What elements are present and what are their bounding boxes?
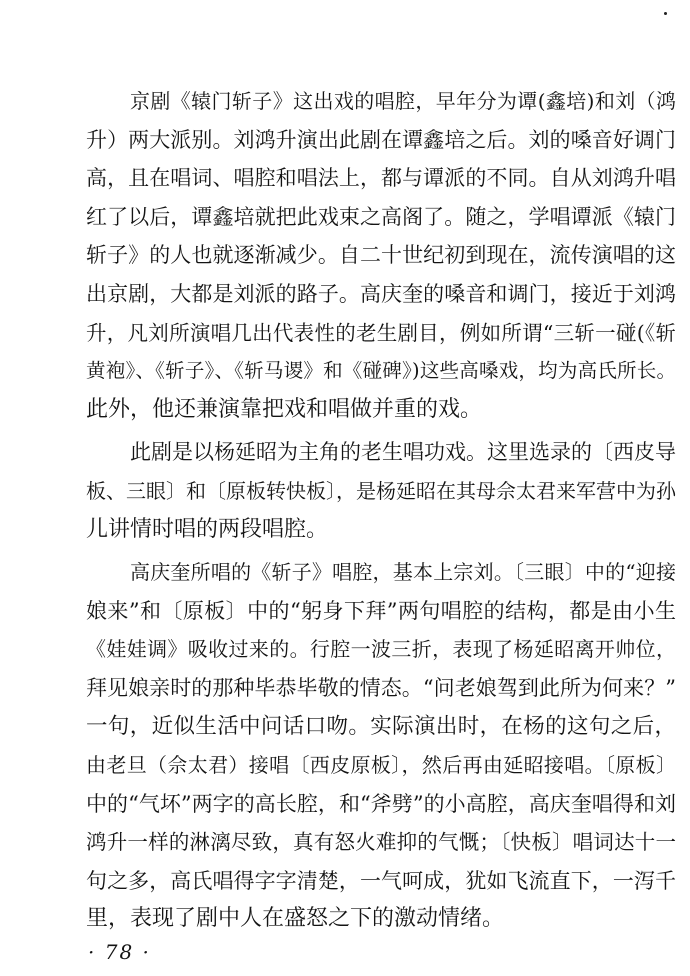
- text-line: 中的“气坏”两字的高长腔，和“斧劈”的小高腔，高庆奎唱得和刘: [86, 791, 676, 816]
- text-line: 板、三眼〕和〔原板转快板〕，是杨延昭在其母佘太君来军营中为孙: [86, 478, 676, 503]
- text-line: 此剧是以杨延昭为主角的老生唱功戏。这里选录的〔西皮导: [130, 440, 676, 465]
- body-text: [86, 82, 676, 939]
- text-line: 一句，近似生活中问话口吻。实际演出时，在杨的这句之后，: [86, 713, 676, 739]
- text-line: 黄袍》、《斩子》、《斩马谡》和《碰碑》)这些高嗓戏，均为高氏所长。: [86, 359, 676, 383]
- text-line: 升，凡刘所演唱几出代表性的老生剧目，例如所谓“三斩一碰(《斩: [86, 320, 676, 345]
- paragraph-3: [86, 553, 676, 939]
- text-line: 《娃娃调》吸收过来的。行腔一波三折，表现了杨延昭离开帅位，: [86, 637, 676, 662]
- page-number: · 78 ·: [88, 940, 151, 964]
- text-line: 高庆奎所唱的《斩子》唱腔，基本上宗刘。〔三眼〕中的“迎接: [130, 560, 676, 585]
- text-line: 高，且在唱词、唱腔和唱法上，都与谭派的不同。自从刘鸿升唱: [86, 166, 676, 191]
- text-line: 儿讲情时唱的两段唱腔。: [86, 516, 329, 542]
- text-line: 句之多，高氏唱得字字清楚，一气呵成，犹如飞流直下，一泻千: [86, 868, 676, 893]
- text-line: 拜见娘亲时的那种毕恭毕敬的情态。“问老娘驾到此所为何来？”: [86, 675, 676, 700]
- text-line: 鸿升一样的淋漓尽致，真有怒火难抑的气慨；〔快板〕唱词达十一: [86, 830, 676, 855]
- text-line: 升）两大派别。刘鸿升演出此剧在谭鑫培之后。刘的嗓音好调门: [86, 127, 676, 152]
- scan-speck: [664, 12, 667, 15]
- text-line: 里，表现了剧中人在盛怒之下的激动情绪。: [86, 906, 505, 932]
- paragraph-2: [86, 433, 676, 549]
- text-line: 斩子》的人也就逐渐减少。自二十世纪初到现在，流传演唱的这: [86, 243, 676, 268]
- paragraph-1: [86, 82, 676, 429]
- text-line: 由老旦（佘太君）接唱〔西皮原板〕，然后再由延昭接唱。〔原板〕: [86, 753, 676, 778]
- text-line: 此外，他还兼演靠把戏和唱做并重的戏。: [86, 396, 483, 422]
- text-line: 京剧《辕门斩子》这出戏的唱腔，早年分为谭(鑫培)和刘（鸿: [130, 89, 676, 113]
- text-line: 红了以后，谭鑫培就把此戏束之高阁了。随之，学唱谭派《辕门: [86, 204, 676, 229]
- text-line: 娘来”和〔原板〕中的“躬身下拜”两句唱腔的结构，都是由小生: [86, 598, 676, 623]
- text-line: 出京剧，大都是刘派的路子。高庆奎的嗓音和调门，接近于刘鸿: [86, 281, 676, 306]
